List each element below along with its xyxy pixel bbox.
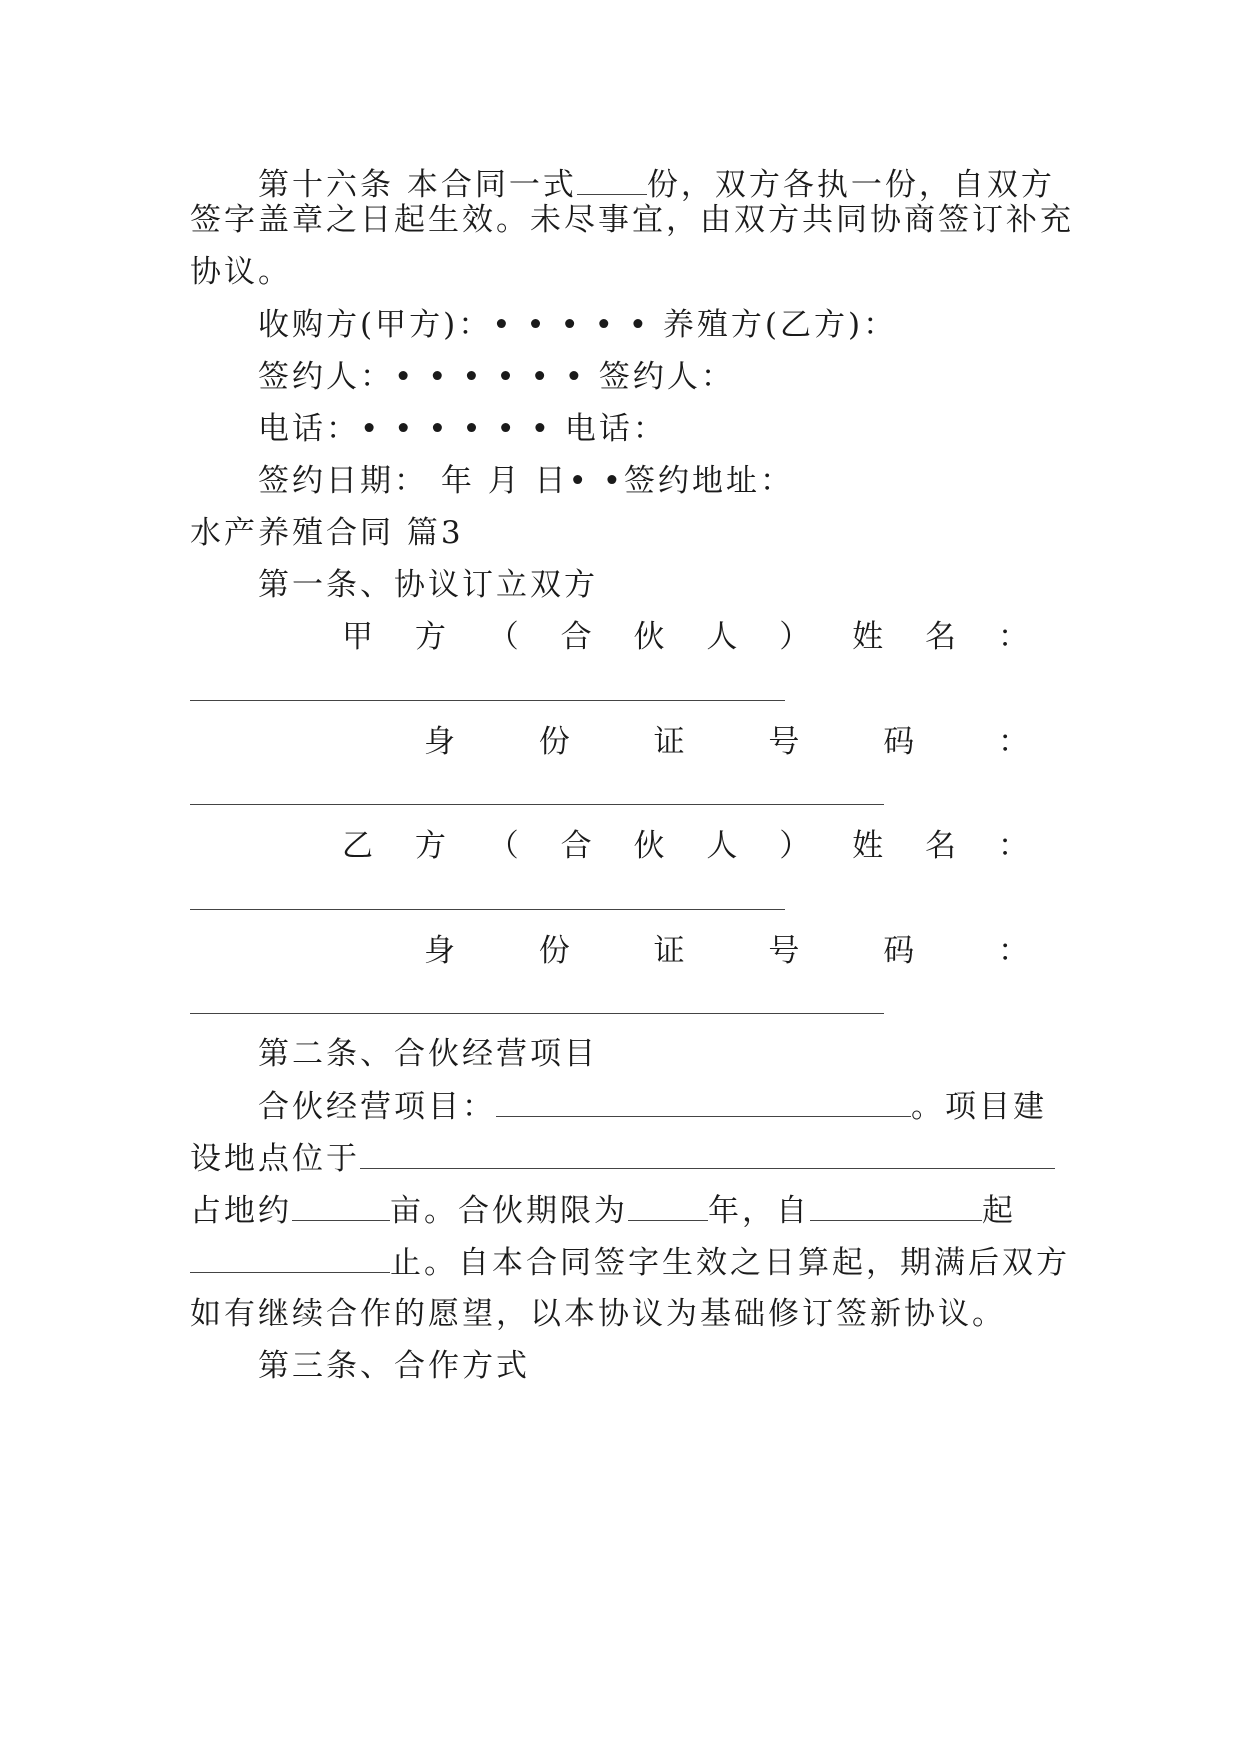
copies-blank[interactable] <box>577 164 647 195</box>
signer-line: 签约人：• • • • • • 签约人： <box>258 359 735 395</box>
sign-date-line: 签约日期： 年 月 日• •签约地址： <box>258 463 794 499</box>
article2-line4 <box>190 1242 1070 1283</box>
party-b-id-blank[interactable] <box>190 1013 884 1014</box>
char: 合 <box>560 619 595 655</box>
start-date-blank[interactable] <box>810 1190 982 1221</box>
char: 合 <box>560 828 595 864</box>
char: 份 <box>538 724 573 760</box>
char: 甲 <box>342 619 376 655</box>
char: ： <box>997 619 1032 655</box>
party-b-name-label <box>342 826 1032 866</box>
area-label: 占地约 <box>190 1193 292 1229</box>
char: 方 <box>414 619 449 655</box>
article2-title: 第二条、合伙经营项目 <box>258 1036 598 1072</box>
char: ） <box>779 619 814 655</box>
party-a-id-blank[interactable] <box>190 804 884 805</box>
party-b-name-blank[interactable] <box>190 909 785 910</box>
phone-line: 电话：• • • • • • 电话： <box>258 411 667 447</box>
end-date-blank[interactable] <box>190 1242 390 1273</box>
char: 身 <box>424 724 458 760</box>
char: 乙 <box>342 828 376 864</box>
char: ） <box>779 828 814 864</box>
article2-line1 <box>258 1086 1118 1127</box>
article16-line1 <box>258 164 1118 205</box>
char: 名 <box>925 828 959 864</box>
char: ： <box>997 933 1032 969</box>
party-a-name-label <box>342 617 1032 657</box>
char: 号 <box>768 724 803 760</box>
char: 证 <box>653 933 688 969</box>
article16-line2: 签字盖章之日起生效。未尽事宜，由双方共同协商签订补充 <box>190 202 1074 238</box>
article16-text-a: 第十六条 本合同一式 <box>258 167 577 203</box>
article1-title: 第一条、协议订立双方 <box>258 567 598 603</box>
char: 份 <box>538 933 573 969</box>
project-blank[interactable] <box>496 1086 911 1117</box>
section-title: 水产养殖合同 篇3 <box>190 515 464 551</box>
char: 伙 <box>633 828 668 864</box>
char: ： <box>997 724 1032 760</box>
char: 号 <box>768 933 803 969</box>
article2-text: 。项目建 <box>911 1089 1047 1125</box>
location-blank[interactable] <box>360 1138 1055 1169</box>
party-a-name-blank[interactable] <box>190 700 785 701</box>
term-label: 亩。合伙期限为 <box>390 1193 628 1229</box>
char: （ <box>487 828 522 864</box>
article2-text: 止。自本合同签字生效之日算起，期满后双方 <box>390 1245 1070 1281</box>
project-label: 合伙经营项目： <box>258 1089 496 1125</box>
start-suffix: 起 <box>982 1193 1016 1229</box>
char: 姓 <box>852 619 887 655</box>
char: 人 <box>706 619 741 655</box>
char: 证 <box>653 724 688 760</box>
party-a-id-label <box>424 722 1032 762</box>
char: 身 <box>424 933 458 969</box>
char: 人 <box>706 828 741 864</box>
char: ： <box>997 828 1032 864</box>
article16-text-b: 份，双方各执一份，自双方 <box>646 167 1055 203</box>
char: 码 <box>883 933 918 969</box>
article3-title: 第三条、合作方式 <box>258 1348 530 1384</box>
from-label: 年，自 <box>708 1193 810 1229</box>
article2-line2 <box>190 1138 1050 1179</box>
location-label: 设地点位于 <box>190 1141 360 1177</box>
char: 码 <box>883 724 918 760</box>
char: （ <box>487 619 522 655</box>
buyer-party-line: 收购方(甲方)：• • • • • 养殖方(乙方)： <box>258 307 898 343</box>
char: 方 <box>414 828 449 864</box>
term-years-blank[interactable] <box>628 1190 708 1221</box>
article2-line5: 如有继续合作的愿望，以本协议为基础修订签新协议。 <box>190 1296 1006 1332</box>
char: 名 <box>925 619 959 655</box>
area-blank[interactable] <box>292 1190 390 1221</box>
char: 姓 <box>852 828 887 864</box>
article16-line3: 协议。 <box>190 254 292 290</box>
char: 伙 <box>633 619 668 655</box>
party-b-id-label <box>424 931 1032 971</box>
article2-line3 <box>190 1190 1050 1231</box>
